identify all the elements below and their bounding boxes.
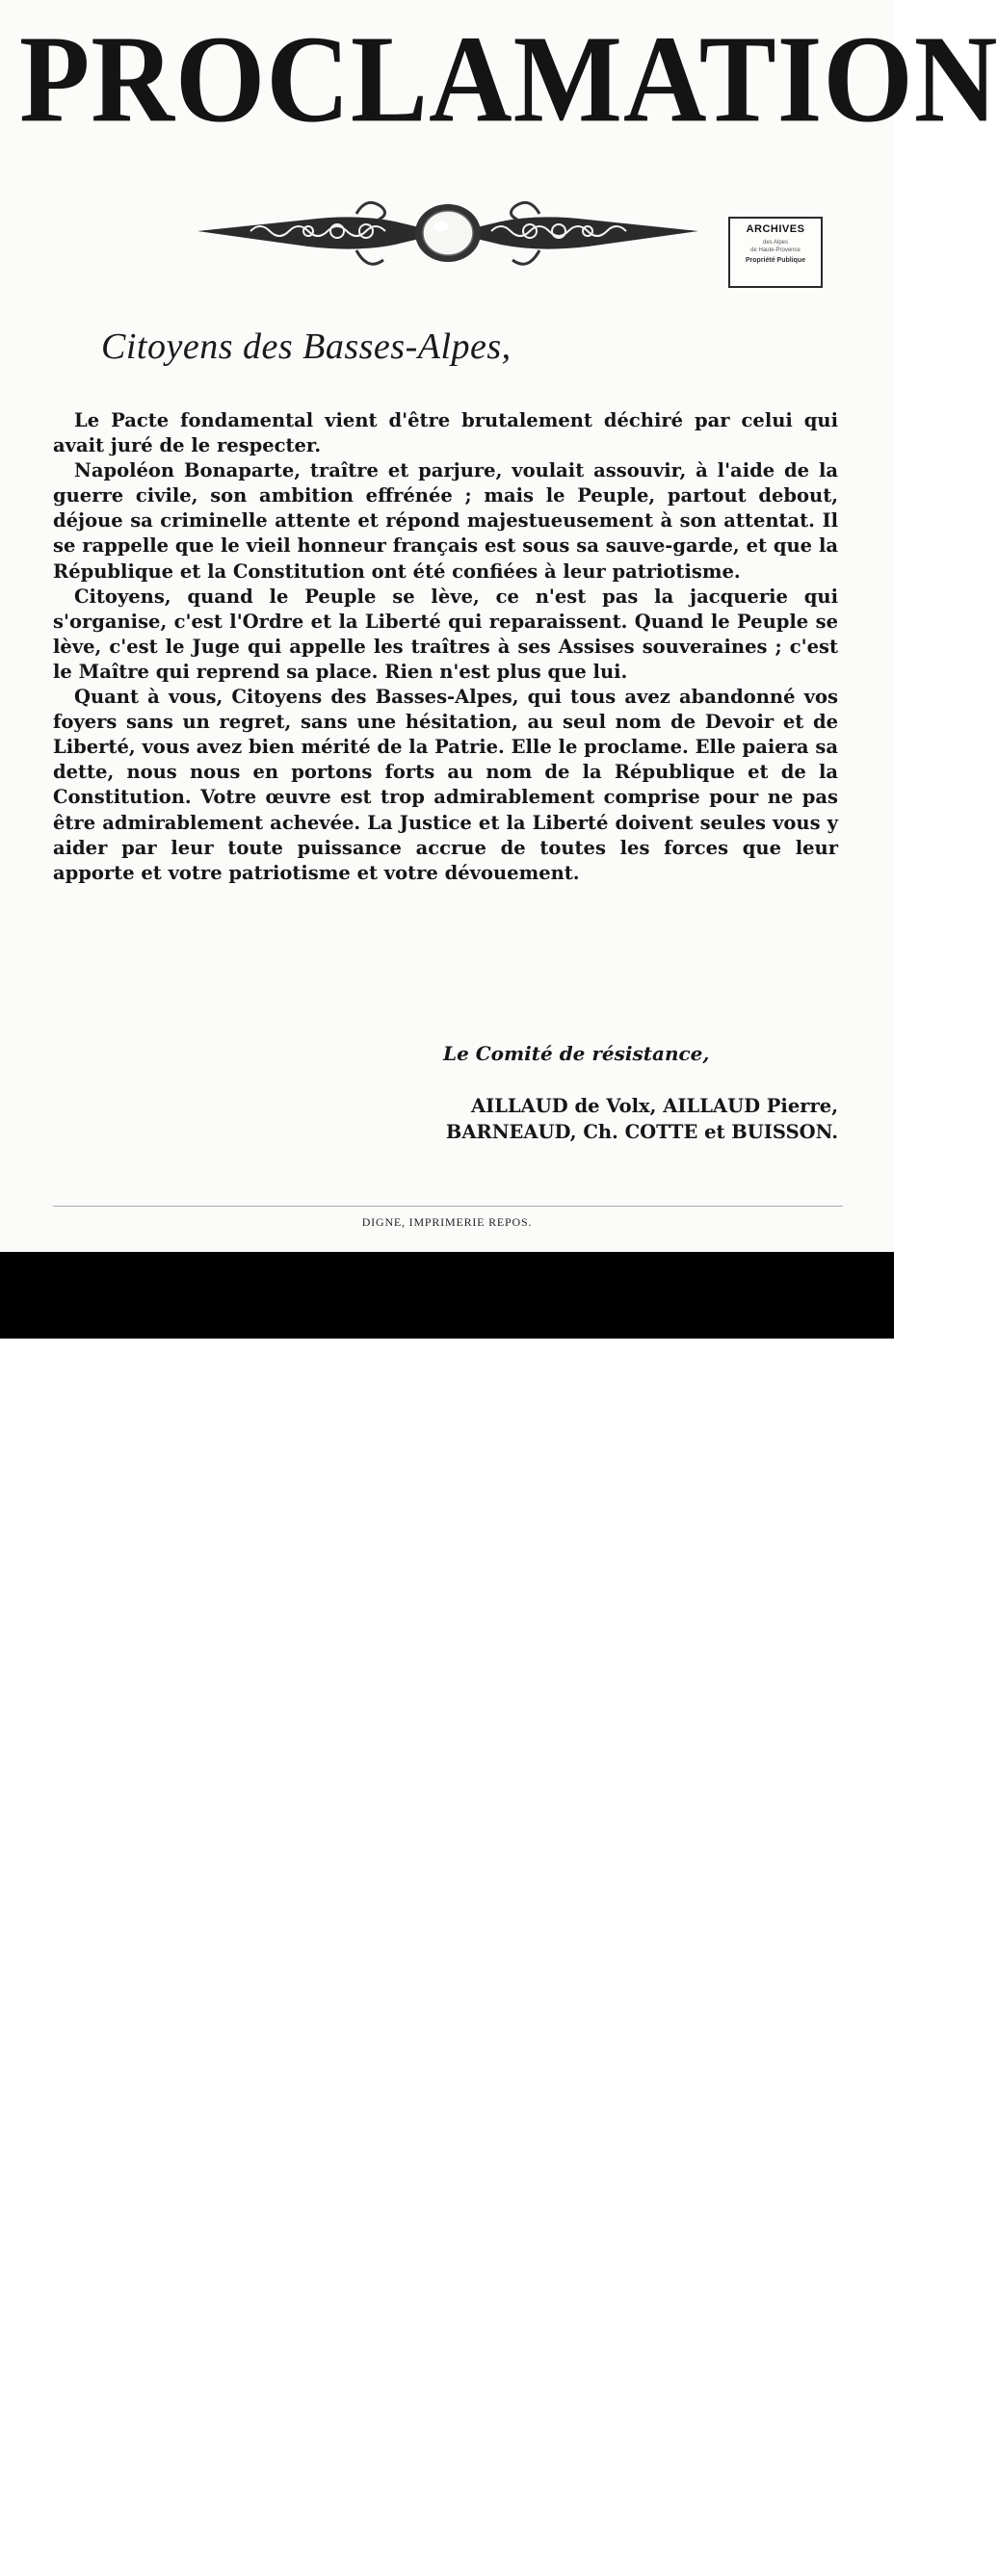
image-id: JG6CW8 [792, 2525, 871, 2546]
decorative-ornament [193, 193, 703, 279]
paragraph: Le Pacte fondamental vient d'être brutalement déchiré par celui qui avait juré de le respecter. [53, 409, 838, 457]
proclamation-poster [0, 0, 998, 1252]
salutation: Citoyens des Basses-Alpes, [101, 326, 512, 367]
proclamation-body [53, 408, 838, 886]
paragraph: Quant à vous, Citoyens des Basses-Alpes, qui tous avez abandonné vos foyers sans un regret, sans une hésitation, au seul nom de Devoir et de Liberté, vous avez bien mérité de la Patrie. Elle le proclame. Elle paiera sa dette, nous nous en portons forts au nom de la République et de la Constitution. Votre œuvre est trop admirablement comprise pour ne pas être admirablement achevée. La Justice et la Liberté doivent seules vous y aider par leur toute puissance accrue de toutes les forces que leur apporte et votre patriotisme et votre dévouement. [53, 686, 838, 884]
stamp-line-4: Propriété Publique [745, 257, 806, 264]
stamp-line-2: des Alpes [762, 240, 789, 246]
footer-divider [53, 1206, 843, 1207]
watermark-url: www.alamy.com [733, 2554, 871, 2575]
signatories-line-2: BARNEAUD, Ch. COTTE et BUISSON. [445, 1121, 838, 1143]
archives-stamp [728, 217, 823, 288]
alamy-logo: alamy [21, 2516, 134, 2562]
signatories [289, 1093, 838, 1145]
paragraph: Napoléon Bonaparte, traître et parjure, voulait assouvir, à l'aide de la guerre civile, son ambition effrénée ; mais le Peuple, partout debout, déjoue sa criminelle attente et répond majestueusement à son attentat. Il se rappelle que le vieil honneur français est sous sa sauve-garde, et que la République et la Constitution ont été confiées à leur patriotisme. [53, 459, 838, 583]
committee-name: Le Comité de résistance, [443, 1042, 710, 1065]
stamp-line-1: ARCHIVES [746, 223, 805, 235]
watermark-bar [0, 1252, 894, 2575]
printer-imprint: DIGNE, IMPRIMERIE REPOS. [361, 1215, 533, 1229]
stamp-line-3: de Haute-Provence [750, 247, 801, 253]
poster-title: PROCLAMATION [19, 9, 998, 148]
paragraph: Citoyens, quand le Peuple se lève, ce n'est pas la jacquerie qui s'organise, c'est l'Ordre et la Liberté qui reparaissent. Quand le Peuple se lève, c'est le Juge qui appelle les traîtres à ses Assises souveraines ; c'est le Maître qui reprend sa place. Rien n'est plus que lui. [53, 585, 838, 683]
signatories-line-1: AILLAUD de Volx, AILLAUD Pierre, [470, 1095, 838, 1117]
